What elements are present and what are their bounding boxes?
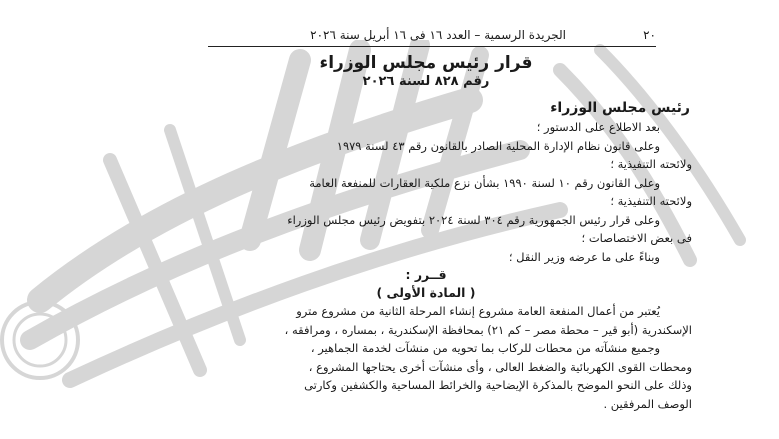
article-one-line: الإسكندرية (أبو قير – محطة مصر – كم ٢١) بمحافظة الإسكندرية ، بمساره ، ومرافقه ،	[284, 322, 692, 337]
gazette-header	[208, 26, 656, 47]
issuer-heading: رئيس مجلس الوزراء	[550, 100, 690, 116]
article-one-line: وجميع منشآته من محطات للركاب بما تحويه من منشآت لخدمة الجماهير ،	[310, 341, 660, 355]
preamble-line: وعلى قرار رئيس الجمهورية رقم ٣٠٤ لسنة ٢٠٢٤ بتفويض رئيس مجلس الوزراء	[287, 212, 660, 227]
decree-title: قرار رئيس مجلس الوزراء	[319, 53, 533, 73]
article-one-line: الوصف المرفقين .	[603, 396, 692, 411]
article-one-line: وذلك على النحو الموضح بالمذكرة الإيضاحية والخرائط المساحية والكشفين وكارتى	[304, 378, 692, 392]
article-one-line: ومحطات القوى الكهربائية والضغط العالى ، وأى منشآت أخرى يحتاجها المشروع ،	[308, 359, 692, 374]
preamble-line: بعد الاطلاع على الدستور ؛	[536, 120, 660, 134]
preamble-line: وعلى قانون نظام الإدارة المحلية الصادر بالقانون رقم ٤٣ لسنة ١٩٧٩	[336, 138, 660, 153]
article-one-line: يُعتبر من أعمال المنفعة العامة مشروع إنشاء المرحلة الثانية من مشروع مترو	[296, 304, 660, 318]
preamble-line: ولائحته التنفيذية ؛	[610, 194, 692, 208]
preamble-line: وعلى القانون رقم ١٠ لسنة ١٩٩٠ بشأن نزع ملكية العقارات للمنفعة العامة	[309, 175, 660, 190]
page-number: ٢٠	[643, 28, 656, 42]
decree-number: رقم ٨٢٨ لسنة ٢٠٢٦	[362, 74, 490, 89]
decree-body	[160, 52, 692, 413]
preamble-line: وبناءً على ما عرضه وزير النقل ؛	[508, 249, 660, 264]
decided-label: قــرر :	[405, 267, 447, 282]
preamble-line: فى بعض الاختصاصات ؛	[581, 231, 692, 245]
preamble-line: ولائحته التنفيذية ؛	[610, 157, 692, 171]
gazette-issue-line: الجريدة الرسمية – العدد ١٦ فى ١٦ أبريل سنة ٢٠٢٦	[310, 28, 566, 42]
article-one-label: ( المادة الأولى )	[376, 285, 476, 300]
